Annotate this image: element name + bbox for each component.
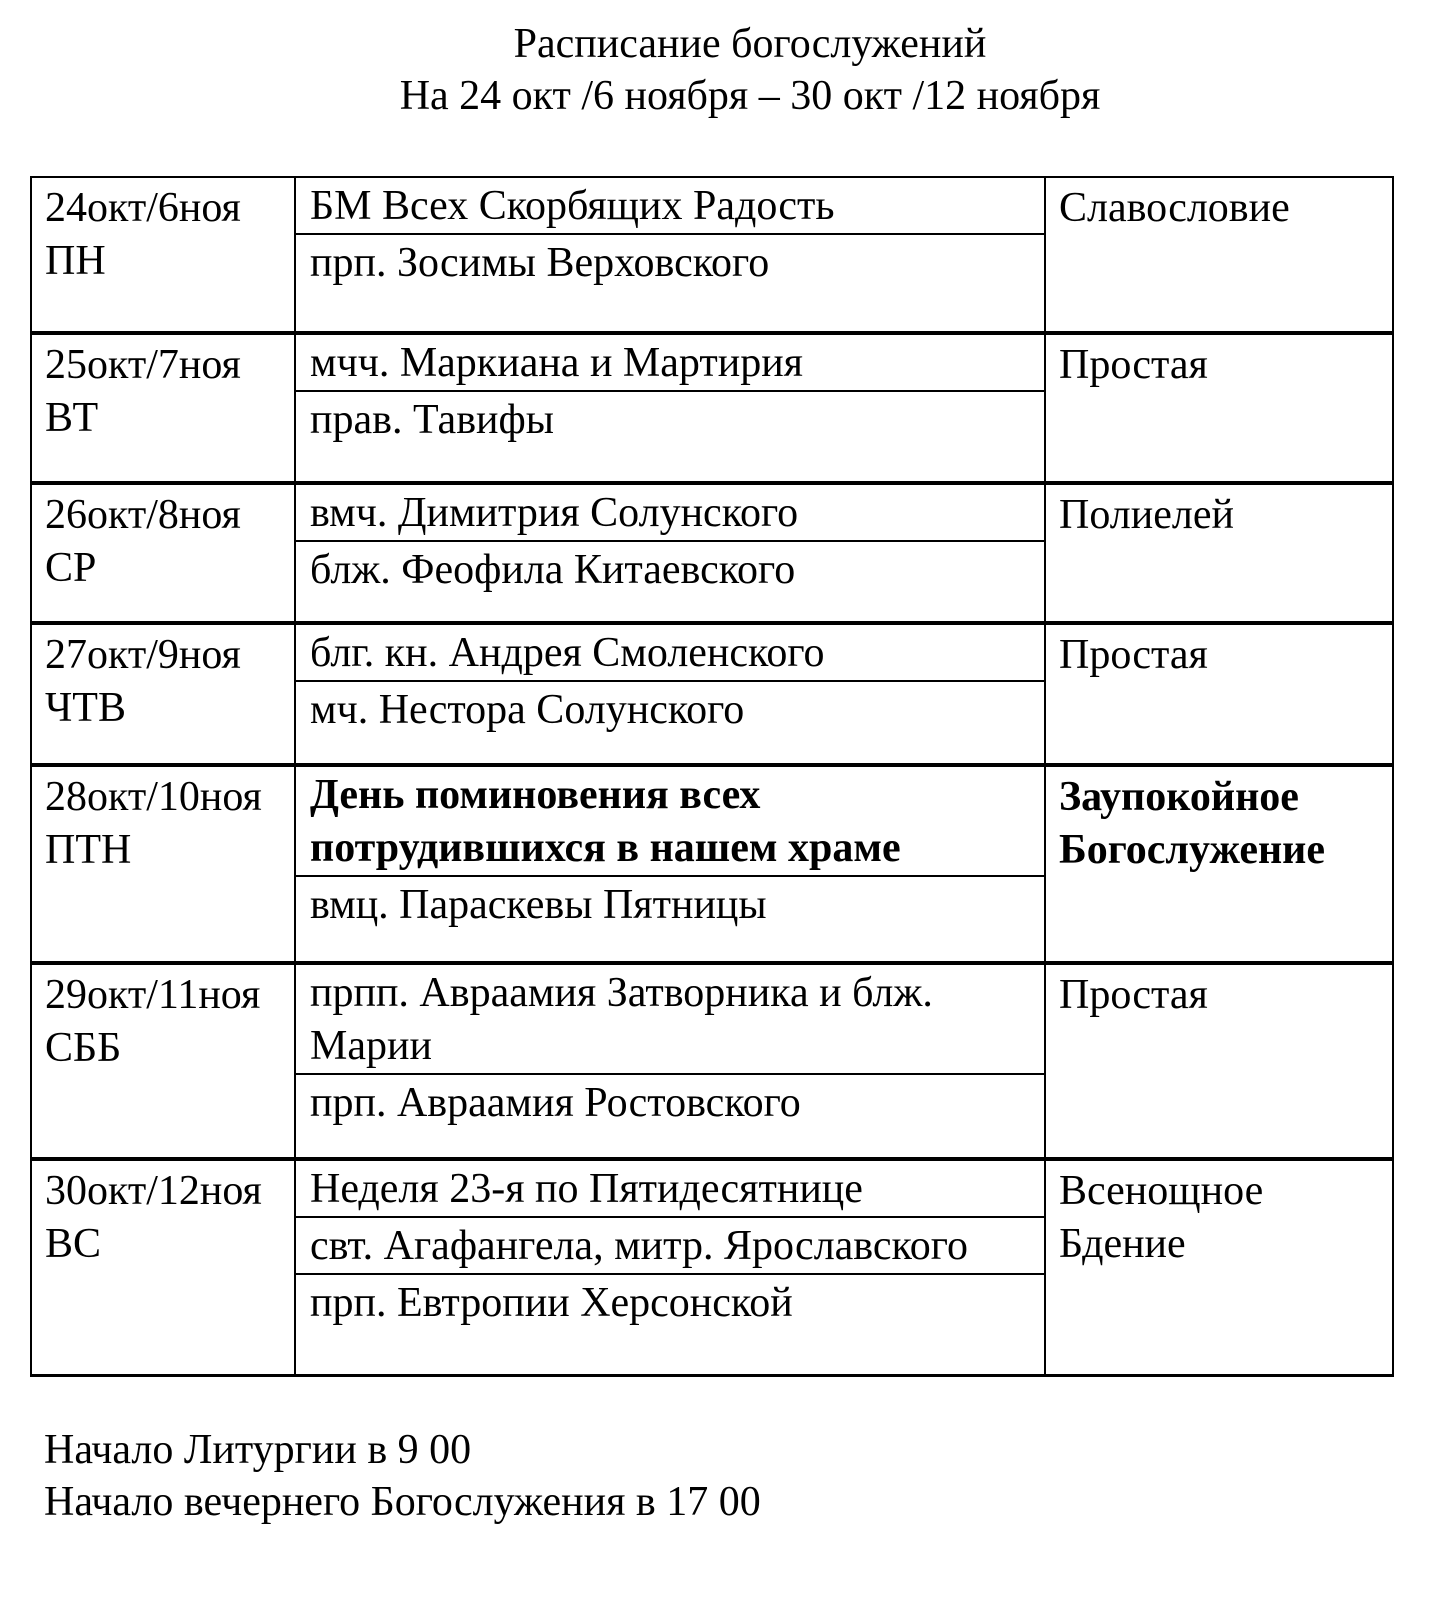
day-date: 28окт/10ноя — [45, 774, 262, 820]
feast-entry: мчч. Маркиана и Мартирия — [296, 335, 1044, 392]
service-type: Заупокойное Богослужение — [1045, 765, 1393, 963]
evening-service-start-time: Начало вечернего Богослужения в 17 00 — [44, 1479, 761, 1525]
feast-entry: БМ Всех Скорбящих Радость — [296, 178, 1044, 235]
page-title: Расписание богослужений — [513, 21, 987, 67]
day-date: 24окт/6ноя — [45, 185, 241, 231]
schedule-row — [31, 963, 1393, 1159]
schedule-row — [31, 333, 1393, 483]
feast-entry: мч. Нестора Солунского — [310, 687, 745, 733]
feast-entry: свт. Агафангела, митр. Ярославского — [296, 1218, 1044, 1275]
feast-entry: блж. Феофила Китаевского — [310, 547, 796, 593]
schedule-row — [31, 623, 1393, 765]
day-cell — [31, 765, 295, 963]
day-date: 26окт/8ноя — [45, 492, 241, 538]
day-weekday: СББ — [45, 1025, 122, 1071]
day-weekday: ПТН — [45, 827, 132, 873]
schedule-row — [31, 1159, 1393, 1375]
day-date: 25окт/7ноя — [45, 342, 241, 388]
feast-entry: Неделя 23-я по Пятидесятнице — [296, 1161, 1044, 1218]
feast-entry: День поминовения всех потрудившихся в нашем храме — [296, 767, 1044, 877]
day-weekday: ЧТВ — [45, 685, 126, 731]
day-cell — [31, 963, 295, 1159]
service-type: Всенощное Бдение — [1045, 1159, 1393, 1375]
service-type: Простая — [1045, 963, 1393, 1159]
feasts-cell — [295, 483, 1045, 623]
feasts-cell — [295, 623, 1045, 765]
feasts-cell — [295, 1159, 1045, 1375]
day-date: 30окт/12ноя — [45, 1168, 262, 1214]
schedule-row — [31, 765, 1393, 963]
feast-entry: прп. Евтропии Херсонской — [310, 1280, 793, 1326]
feasts-cell — [295, 963, 1045, 1159]
feast-entry: вмц. Параскевы Пятницы — [310, 882, 767, 928]
liturgy-start-time: Начало Литургии в 9 00 — [44, 1427, 472, 1473]
service-type: Простая — [1045, 333, 1393, 483]
schedule-table — [30, 176, 1394, 1377]
day-weekday: ВТ — [45, 395, 99, 441]
day-cell — [31, 333, 295, 483]
date-range-subtitle: На 24 окт /6 ноября – 30 окт /12 ноября — [399, 73, 1101, 119]
service-type: Полиелей — [1045, 483, 1393, 623]
day-cell — [31, 177, 295, 333]
day-date: 29окт/11ноя — [45, 972, 261, 1018]
day-date: 27окт/9ноя — [45, 632, 241, 678]
service-type: Славословие — [1045, 177, 1393, 333]
day-cell — [31, 623, 295, 765]
schedule-row — [31, 483, 1393, 623]
feasts-cell — [295, 333, 1045, 483]
day-weekday: ВС — [45, 1221, 102, 1267]
feast-entry: прпп. Авраамия Затворника и блж. Марии — [296, 965, 1044, 1075]
day-cell — [31, 483, 295, 623]
service-type: Простая — [1045, 623, 1393, 765]
feast-entry: вмч. Димитрия Солунского — [296, 485, 1044, 542]
day-weekday: ПН — [45, 238, 106, 284]
day-cell — [31, 1159, 295, 1375]
feasts-cell — [295, 765, 1045, 963]
day-weekday: СР — [45, 545, 97, 591]
feast-entry: прп. Авраамия Ростовского — [310, 1080, 801, 1126]
feast-entry: прав. Тавифы — [310, 397, 554, 443]
feast-entry: прп. Зосимы Верховского — [310, 240, 770, 286]
feasts-cell — [295, 177, 1045, 333]
feast-entry: блг. кн. Андрея Смоленского — [296, 625, 1044, 682]
schedule-row — [31, 177, 1393, 333]
